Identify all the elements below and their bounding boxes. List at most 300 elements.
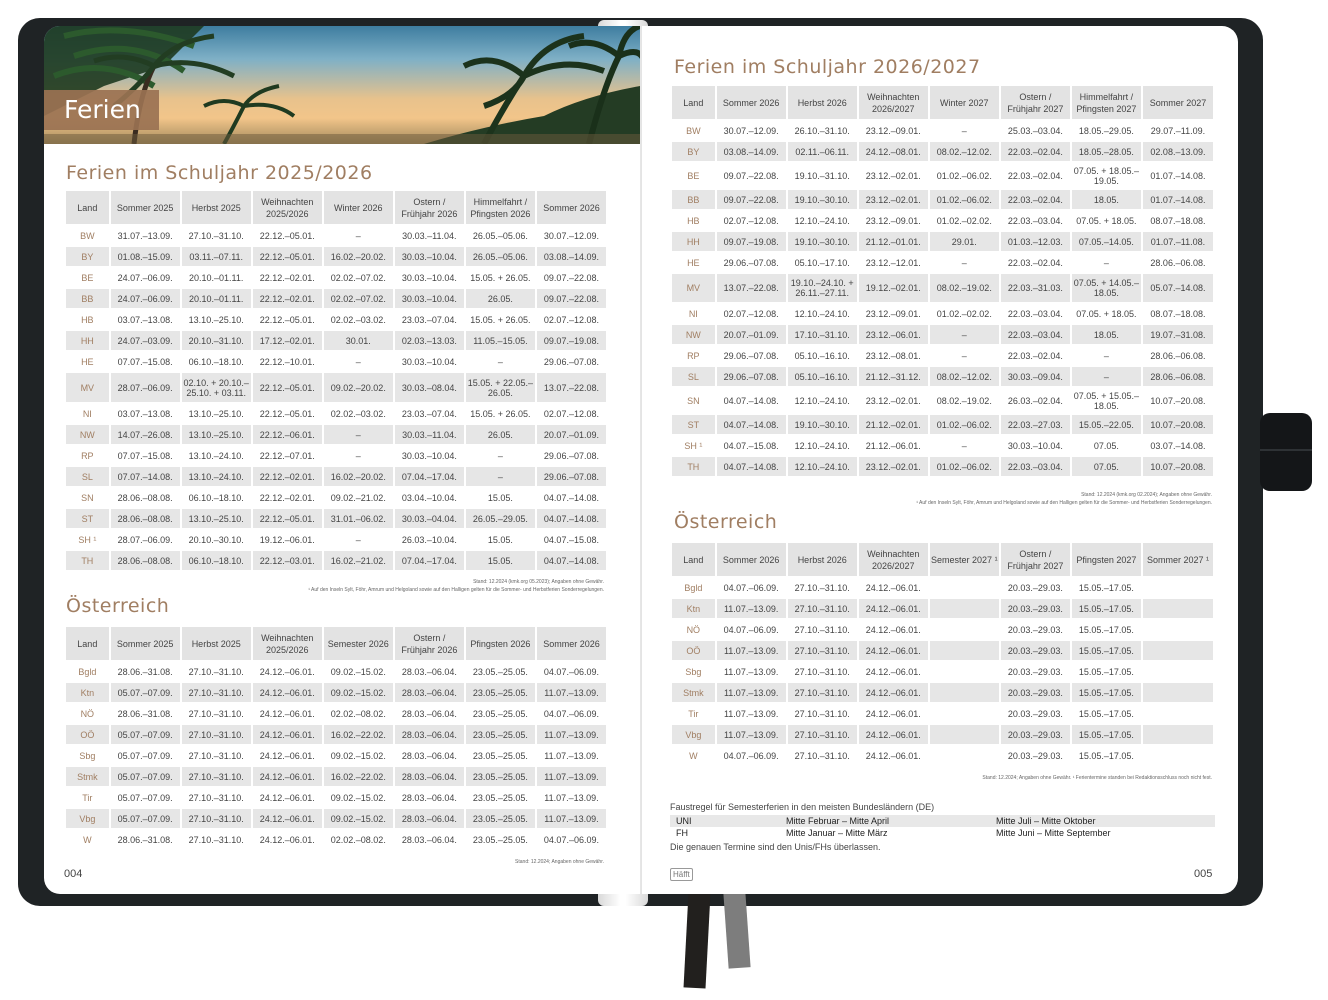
date-cell: 16.02.–20.02. — [324, 247, 393, 266]
date-cell: 02.02.–07.02. — [330, 272, 386, 283]
table-row — [66, 352, 606, 371]
land-cell: SL — [66, 467, 109, 486]
page-number: 004 — [64, 868, 83, 880]
date-cell: 27.10.–31.10. — [788, 599, 857, 618]
date-cell: 29.07.–11.09. — [1150, 125, 1206, 136]
column-header: Land — [66, 627, 109, 660]
land-cell: OÖ — [672, 641, 715, 660]
date-cell: 27.10.–31.10. — [794, 624, 850, 635]
date-cell: 20.03.–29.03. — [1007, 666, 1063, 677]
elastic-band[interactable] — [1260, 413, 1312, 491]
column-header: Sommer 2026 — [537, 191, 606, 224]
table-row — [66, 767, 606, 786]
table-row — [672, 163, 1213, 188]
date-cell: 24.12.–06.01. — [865, 708, 921, 719]
date-cell — [930, 578, 999, 597]
date-cell: 08.07.–18.08. — [1150, 308, 1206, 319]
date-cell: 23.12.–09.01. — [865, 308, 921, 319]
table-row — [66, 662, 606, 681]
date-cell: 24.12.–06.01. — [865, 582, 921, 593]
table-note-stand: Stand: 12.2024 (kmk.org 02.2024); Angaben ohne Gewähr. — [1081, 492, 1212, 498]
date-cell: 01.03.–12.03. — [1001, 232, 1070, 251]
date-cell: 11.07.–13.09. — [537, 725, 606, 744]
date-cell — [1143, 578, 1213, 597]
date-cell: 28.03.–06.04. — [401, 750, 457, 761]
table-row — [672, 211, 1213, 230]
date-cell: 09.07.–19.08. — [537, 331, 606, 350]
date-cell: 18.05.–28.05. — [1072, 142, 1141, 161]
date-cell — [1143, 704, 1213, 723]
date-cell: 22.03.–31.03. — [1001, 274, 1070, 302]
date-cell: 27.10.–31.10. — [788, 641, 857, 660]
date-cell: 02.07.–12.08. — [543, 408, 599, 419]
date-cell — [930, 746, 999, 765]
date-cell: 02.02.–08.02. — [330, 834, 386, 845]
faustregel-type: FH — [676, 828, 688, 838]
date-cell: 09.07.–19.08. — [717, 232, 786, 251]
date-cell: 13.10.–24.10. — [188, 450, 244, 461]
faustregel-footer: Die genauen Termine sind den Unis/FHs überlassen. — [670, 842, 881, 852]
land-cell: HB — [687, 215, 700, 226]
date-cell: 13.10.–24.10. — [182, 467, 251, 486]
date-cell: 29.06.–07.08. — [543, 450, 599, 461]
table-row — [672, 190, 1213, 209]
date-cell: 24.12.–06.01. — [259, 666, 315, 677]
date-cell: 22.03.–02.04. — [1001, 190, 1070, 209]
column-header: Sommer 2025 — [111, 191, 180, 224]
date-cell: 04.07.–14.08. — [723, 395, 779, 406]
palm-beach-photo — [44, 26, 640, 144]
date-cell: 30.07.–12.09. — [723, 125, 779, 136]
column-header: Ostern / Frühjahr 2027 — [1001, 543, 1070, 576]
table-header-row — [672, 86, 1213, 119]
table-row — [66, 725, 606, 744]
date-cell: 11.07.–13.09. — [723, 666, 779, 677]
land-cell: MV — [66, 373, 109, 402]
date-cell: 28.03.–06.04. — [395, 683, 464, 702]
date-cell: 21.12.–06.01. — [865, 440, 921, 451]
date-cell: 23.12.–09.01. — [865, 125, 921, 136]
date-cell: 24.12.–06.01. — [259, 708, 315, 719]
table-row — [672, 304, 1213, 323]
date-cell: – — [355, 356, 361, 367]
date-cell: 01.08.–15.09. — [111, 247, 180, 266]
date-cell: 24.12.–06.01. — [259, 834, 315, 845]
date-cell: 01.02.–06.02. — [930, 190, 999, 209]
date-cell: 15.05.–17.05. — [1078, 582, 1134, 593]
date-cell: 05.07.–07.09. — [117, 750, 173, 761]
land-cell: SH ¹ — [684, 440, 703, 451]
date-cell — [930, 704, 999, 723]
date-cell: 13.10.–25.10. — [188, 314, 244, 325]
table-row — [66, 488, 606, 507]
date-cell: 01.02.–06.02. — [930, 415, 999, 434]
date-cell: 30.03.–11.04. — [395, 425, 464, 444]
date-cell: 05.10.–17.10. — [794, 257, 850, 268]
date-cell: 30.03.–09.04. — [1001, 367, 1070, 386]
date-cell: 28.06.–31.08. — [117, 666, 173, 677]
date-cell: 28.03.–06.04. — [395, 809, 464, 828]
land-cell: Sbg — [79, 750, 96, 761]
faustregel-table — [670, 815, 1215, 839]
date-cell: – — [961, 440, 967, 451]
table-header-row — [66, 627, 606, 660]
date-cell: 04.07.–06.09. — [723, 624, 779, 635]
column-header: Pfingsten 2026 — [466, 627, 535, 660]
date-cell: 08.02.–19.02. — [930, 274, 999, 302]
table-row — [66, 551, 606, 570]
land-cell: BY — [66, 247, 109, 266]
date-cell: 18.05. — [1072, 190, 1141, 209]
table-row — [672, 683, 1213, 702]
date-cell: 23.12.–06.01. — [859, 325, 928, 344]
table-row — [66, 268, 606, 287]
date-cell: 23.03.–07.04. — [401, 408, 457, 419]
table-row — [672, 325, 1213, 344]
date-cell: 27.10.–31.10. — [188, 750, 244, 761]
date-cell: 05.07.–07.09. — [111, 725, 180, 744]
land-cell: SN — [687, 395, 700, 406]
date-cell: 30.07.–12.09. — [543, 230, 599, 241]
date-cell: 16.02.–22.02. — [324, 725, 393, 744]
date-cell: 28.06.–06.08. — [1143, 367, 1213, 386]
table-row — [672, 641, 1213, 660]
date-cell: 04.07.–06.09. — [723, 750, 779, 761]
faustregel-summer: Mitte Juni – Mitte September — [996, 828, 1111, 838]
date-cell: 28.03.–06.04. — [401, 792, 457, 803]
land-cell: HE — [81, 356, 94, 367]
date-cell: 15.05. + 26.05. — [470, 272, 531, 283]
date-cell: 22.03.–03.04. — [1001, 325, 1070, 344]
land-cell: NI — [688, 308, 698, 319]
holiday-table-de-2026-2027 — [670, 84, 1215, 478]
date-cell: 19.10.–24.10. + 26.11.–27.11. — [788, 274, 857, 302]
date-cell: 27.10.–31.10. — [794, 582, 850, 593]
date-cell: 29.06.–07.08. — [543, 356, 599, 367]
date-cell: 24.12.–08.01. — [859, 142, 928, 161]
date-cell: 10.07.–20.08. — [1150, 395, 1206, 406]
date-cell: 02.03.–13.03. — [395, 331, 464, 350]
date-cell: 04.07.–14.08. — [537, 509, 606, 528]
date-cell: 04.07.–15.08. — [723, 440, 779, 451]
date-cell: 30.03.–11.04. — [402, 230, 457, 241]
table-row — [672, 346, 1213, 365]
date-cell: 09.07.–22.08. — [717, 190, 786, 209]
date-cell: 15.05.–17.05. — [1078, 666, 1134, 677]
date-cell: 16.02.–21.02. — [324, 551, 393, 570]
date-cell: 28.03.–06.04. — [401, 666, 457, 677]
date-cell: 26.05. — [466, 425, 535, 444]
column-header: Ostern / Frühjahr 2027 — [1001, 86, 1070, 119]
table-row — [66, 446, 606, 465]
date-cell: – — [355, 230, 361, 241]
date-cell: 19.10.–30.10. — [788, 232, 857, 251]
date-cell: 06.10.–18.10. — [182, 551, 251, 570]
faustregel-row — [670, 827, 1215, 839]
date-cell: 13.07.–22.08. — [537, 373, 606, 402]
date-cell: 30.03.–10.04. — [1007, 440, 1063, 451]
date-cell: – — [355, 450, 361, 461]
column-header: Pfingsten 2027 — [1072, 543, 1141, 576]
date-cell — [930, 662, 999, 681]
date-cell: 06.10.–18.10. — [188, 356, 244, 367]
date-cell: 24.12.–06.01. — [859, 641, 928, 660]
faustregel-row — [670, 815, 1215, 827]
date-cell: 27.10.–31.10. — [794, 666, 850, 677]
date-cell: 22.12.–05.01. — [253, 373, 322, 402]
date-cell: 20.03.–29.03. — [1007, 624, 1063, 635]
date-cell: 07.04.–17.04. — [395, 467, 464, 486]
date-cell: 15.05.–17.05. — [1072, 599, 1141, 618]
date-cell: 01.07.–11.08. — [1143, 232, 1213, 251]
date-cell: 16.02.–22.02. — [324, 767, 393, 786]
table-row — [672, 725, 1213, 744]
date-cell: 08.02.–12.02. — [930, 367, 999, 386]
date-cell: 24.12.–06.01. — [859, 725, 928, 744]
date-cell: 23.12.–09.01. — [865, 215, 921, 226]
land-cell: Sbg — [685, 666, 702, 677]
date-cell: 27.10.–31.10. — [794, 708, 850, 719]
land-cell: TH — [672, 457, 715, 476]
column-header: Weihnachten 2025/2026 — [253, 191, 322, 224]
date-cell: 17.10.–31.10. — [788, 325, 857, 344]
date-cell: 30.03.–10.04. — [401, 272, 457, 283]
date-cell: 04.07.–06.09. — [543, 834, 599, 845]
column-header: Land — [66, 191, 109, 224]
table-row — [66, 467, 606, 486]
date-cell: 07.05. + 15.05.–18.05. — [1073, 390, 1140, 411]
table-row — [66, 746, 606, 765]
table-row — [66, 788, 606, 807]
date-cell: 23.12.–02.01. — [865, 395, 921, 406]
date-cell: 20.03.–29.03. — [1001, 683, 1070, 702]
date-cell: 14.07.–26.08. — [111, 425, 180, 444]
date-cell: 27.10.–31.10. — [788, 725, 857, 744]
date-cell: 26.05.–05.06. — [472, 230, 528, 241]
column-header: Land — [672, 543, 715, 576]
land-cell: NW — [672, 325, 715, 344]
date-cell: 04.07.–14.08. — [543, 492, 599, 503]
date-cell: 13.07.–22.08. — [717, 274, 786, 302]
date-cell: 31.07.–13.09. — [117, 230, 173, 241]
date-cell — [930, 620, 999, 639]
land-cell: Bgld — [78, 666, 97, 677]
date-cell — [1143, 662, 1213, 681]
holiday-table-at-2025-2026 — [64, 625, 608, 851]
date-cell: 21.12.–01.01. — [859, 232, 928, 251]
date-cell: 24.07.–06.09. — [117, 272, 173, 283]
bookmark-ribbon-dark[interactable] — [684, 892, 711, 988]
table-row — [672, 121, 1213, 140]
column-header: Sommer 2026 — [537, 627, 606, 660]
date-cell: 22.12.–02.01. — [259, 272, 315, 283]
land-cell: HH — [66, 331, 109, 350]
date-cell: 24.07.–06.09. — [111, 289, 180, 308]
date-cell: 22.12.–02.01. — [259, 492, 315, 503]
column-header: Herbst 2025 — [182, 191, 251, 224]
holiday-table-at-2026-2027 — [670, 541, 1215, 767]
land-cell: Vbg — [66, 809, 109, 828]
date-cell: 23.05.–25.05. — [472, 666, 528, 677]
austria-title: Österreich — [66, 595, 170, 617]
date-cell — [1143, 620, 1213, 639]
date-cell: 23.12.–02.01. — [859, 190, 928, 209]
date-cell: 18.05. — [1072, 325, 1141, 344]
date-cell: 23.05.–25.05. — [466, 725, 535, 744]
date-cell: 11.07.–13.09. — [544, 750, 599, 761]
date-cell: 13.10.–25.10. — [182, 509, 251, 528]
date-cell: 24.12.–06.01. — [253, 767, 322, 786]
date-cell: 23.05.–25.05. — [466, 767, 535, 786]
date-cell: 23.12.–08.01. — [865, 350, 921, 361]
right-page — [642, 26, 1238, 894]
date-cell: 24.12.–06.01. — [253, 683, 322, 702]
date-cell: 24.12.–06.01. — [865, 750, 921, 761]
date-cell: 02.10. + 20.10.– 25.10. + 03.11. — [182, 373, 251, 402]
date-cell: 23.05.–25.05. — [472, 834, 528, 845]
date-cell: 13.10.–25.10. — [188, 408, 244, 419]
date-cell: 24.12.–06.01. — [259, 750, 315, 761]
date-cell: 22.12.–05.01. — [259, 314, 315, 325]
date-cell: 19.10.–30.10. — [788, 415, 857, 434]
date-cell: 19.07.–31.08. — [1143, 325, 1213, 344]
date-cell: 17.12.–02.01. — [253, 331, 322, 350]
date-cell: 13.10.–25.10. — [182, 425, 251, 444]
land-cell: W — [689, 750, 698, 761]
date-cell: 28.06.–08.08. — [111, 551, 180, 570]
date-cell: 22.03.–27.03. — [1001, 415, 1070, 434]
date-cell: 04.07.–06.09. — [723, 582, 779, 593]
faustregel-box — [670, 801, 1215, 853]
table-row — [672, 620, 1213, 639]
table-row — [66, 830, 606, 849]
column-header: Sommer 2025 — [111, 627, 180, 660]
date-cell: 31.01.–06.02. — [324, 509, 393, 528]
table-row — [66, 289, 606, 308]
land-cell: Vbg — [672, 725, 715, 744]
column-header: Weihnachten 2026/2027 — [859, 543, 928, 576]
date-cell: 29.06.–07.08. — [537, 467, 606, 486]
land-cell: NÖ — [686, 624, 701, 635]
column-header: Herbst 2026 — [788, 86, 857, 119]
date-cell: 15.05.–17.05. — [1078, 624, 1134, 635]
date-cell: 15.05.–17.05. — [1078, 708, 1134, 719]
date-cell: 08.02.–19.02. — [936, 395, 992, 406]
date-cell: 24.12.–06.01. — [253, 725, 322, 744]
land-cell: BE — [687, 170, 700, 181]
date-cell: 25.03.–03.04. — [1007, 125, 1063, 136]
date-cell: 09.02.–20.02. — [324, 373, 393, 402]
date-cell: 07.05. + 14.05.–18.05. — [1072, 274, 1141, 302]
land-cell: Ktn — [66, 683, 109, 702]
land-cell: HH — [672, 232, 715, 251]
date-cell: 20.07.–01.09. — [717, 325, 786, 344]
date-cell: 29.01. — [930, 232, 999, 251]
date-cell: 24.12.–06.01. — [859, 599, 928, 618]
date-cell: 24.12.–06.01. — [859, 683, 928, 702]
column-header: Herbst 2025 — [182, 627, 251, 660]
table-row — [672, 599, 1213, 618]
date-cell: 11.05.–15.05. — [466, 331, 535, 350]
page-number: 005 — [1194, 868, 1213, 880]
date-cell: 04.07.–14.08. — [717, 457, 786, 476]
date-cell: 20.07.–01.09. — [537, 425, 606, 444]
date-cell: 02.07.–12.08. — [543, 314, 599, 325]
date-cell: 03.11.–07.11. — [182, 247, 251, 266]
land-cell: MV — [672, 274, 715, 302]
land-cell: ST — [66, 509, 109, 528]
land-cell: Tir — [688, 708, 699, 719]
table-row — [672, 253, 1213, 272]
column-header: Winter 2027 — [930, 86, 999, 119]
date-cell: 19.12.–02.01. — [859, 274, 928, 302]
date-cell: 26.10.–31.10. — [794, 125, 850, 136]
date-cell: 20.10.–01.11. — [182, 289, 251, 308]
date-cell: 04.07.–14.08. — [537, 551, 606, 570]
date-cell: 12.10.–24.10. — [794, 308, 850, 319]
date-cell: 23.12.–12.01. — [865, 257, 921, 268]
date-cell: 22.03.–03.04. — [1007, 215, 1063, 226]
austria-table-note: Stand: 12.2024; Angaben ohne Gewähr. ¹ Ferientermine standen bei Redaktionsschluss noch nicht fest. — [982, 775, 1212, 781]
date-cell: 09.07.–22.08. — [723, 170, 779, 181]
table-row — [672, 415, 1213, 434]
table-row — [66, 809, 606, 828]
table-row — [672, 367, 1213, 386]
austria-title: Österreich — [674, 511, 778, 533]
date-cell: 02.02.–07.02. — [324, 289, 393, 308]
date-cell: 22.03.–02.04. — [1007, 257, 1063, 268]
date-cell: 02.07.–12.08. — [723, 215, 779, 226]
table-row — [66, 226, 606, 245]
date-cell: 22.12.–02.01. — [253, 289, 322, 308]
date-cell: – — [324, 425, 393, 444]
date-cell — [1143, 725, 1213, 744]
table-row — [66, 310, 606, 329]
table-row — [66, 704, 606, 723]
date-cell: 01.02.–02.02. — [936, 215, 992, 226]
date-cell: 23.12.–02.01. — [865, 170, 921, 181]
column-header: Weihnachten 2026/2027 — [859, 86, 928, 119]
table-row — [672, 704, 1213, 723]
date-cell: 29.06.–07.08. — [723, 257, 779, 268]
column-header: Winter 2026 — [324, 191, 393, 224]
date-cell: 11.07.–13.09. — [717, 725, 786, 744]
date-cell: 15.05.–17.05. — [1072, 641, 1141, 660]
land-cell: HE — [687, 257, 700, 268]
date-cell: 03.07.–13.08. — [117, 314, 173, 325]
date-cell: 02.02.–08.02. — [330, 708, 386, 719]
table-header-row — [66, 191, 606, 224]
table-row — [672, 232, 1213, 251]
date-cell: 28.03.–06.04. — [401, 834, 457, 845]
date-cell: 28.06.–31.08. — [117, 834, 173, 845]
date-cell: 27.10.–31.10. — [188, 666, 244, 677]
date-cell: 06.10.–18.10. — [188, 492, 244, 503]
date-cell: 28.06.–08.08. — [117, 492, 173, 503]
date-cell: 04.07.–15.08. — [543, 534, 599, 545]
date-cell: 27.10.–31.10. — [182, 683, 251, 702]
date-cell: – — [1103, 257, 1109, 268]
date-cell: 08.02.–12.02. — [930, 142, 999, 161]
date-cell: 30.03.–04.04. — [395, 509, 464, 528]
table-row — [672, 388, 1213, 413]
date-cell: 22.12.–05.01. — [253, 247, 322, 266]
date-cell: 27.10.–31.10. — [188, 708, 244, 719]
date-cell: 26.05. — [466, 289, 535, 308]
date-cell: 03.07.–13.08. — [117, 408, 173, 419]
land-cell: HB — [81, 314, 94, 325]
date-cell: 07.05. + 18.05. — [1076, 215, 1137, 226]
